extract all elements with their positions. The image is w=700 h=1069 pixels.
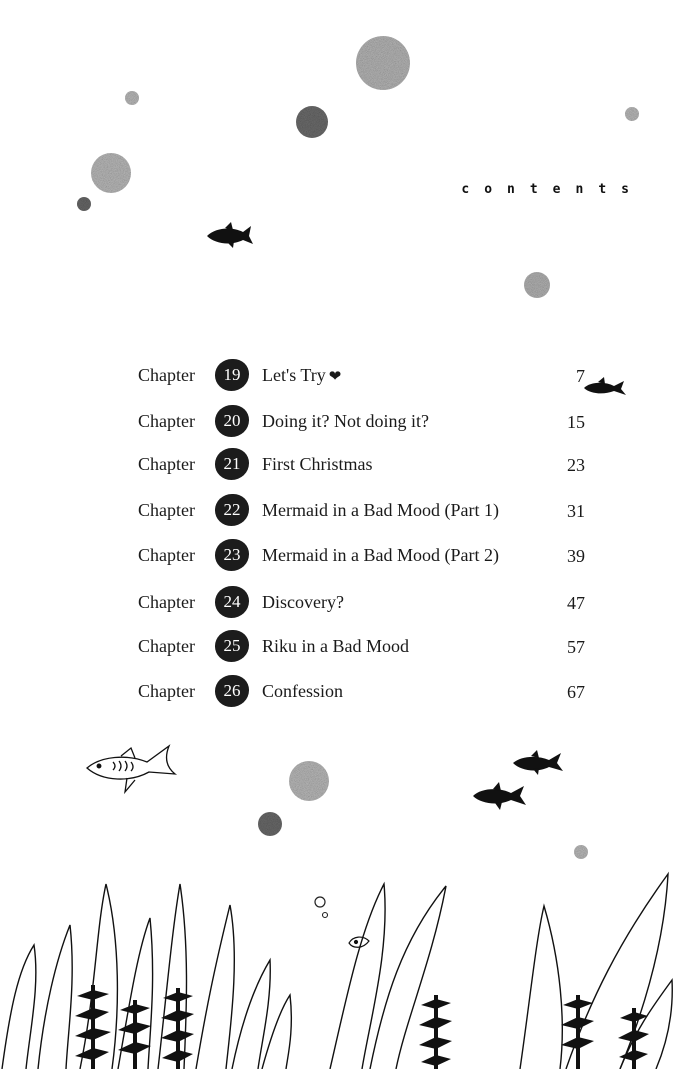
seaweed-icon <box>232 960 270 1069</box>
seaweed-icon <box>520 906 562 1069</box>
seaweed-icon <box>196 905 234 1069</box>
toc-row[interactable] <box>0 539 700 575</box>
chapter-number-badge: 20 <box>215 405 249 437</box>
heart-icon: ❤ <box>328 369 342 385</box>
toc-row[interactable] <box>0 494 700 530</box>
chapter-page-number: 47 <box>567 593 585 613</box>
chapter-page-number: 23 <box>567 455 585 475</box>
chapter-number-badge: 22 <box>215 494 249 526</box>
seaweed-icon <box>2 945 36 1069</box>
chapter-label: Chapter <box>138 592 195 612</box>
seaweed-icon <box>80 884 117 1069</box>
chapter-title: Doing it? Not doing it? <box>262 411 429 431</box>
chapter-label: Chapter <box>138 636 195 656</box>
chapter-label: Chapter <box>138 545 195 565</box>
chapter-page-number: 15 <box>567 412 585 432</box>
chapter-title: Mermaid in a Bad Mood (Part 1) <box>262 500 499 520</box>
seaweed-icon <box>38 925 72 1069</box>
toc-row[interactable] <box>0 586 700 622</box>
chapter-page-number: 7 <box>576 366 585 386</box>
chapter-number-badge: 23 <box>215 539 249 571</box>
chapter-page-number: 57 <box>567 637 585 657</box>
chapter-label: Chapter <box>138 365 195 385</box>
chapter-title: Confession <box>262 681 343 701</box>
chapter-title: Riku in a Bad Mood <box>262 636 409 656</box>
chapter-number-badge: 25 <box>215 630 249 662</box>
seaweed-icon <box>262 995 291 1069</box>
chapter-number-badge: 24 <box>215 586 249 618</box>
seaweed-icon <box>561 995 594 1069</box>
chapter-label: Chapter <box>138 681 195 701</box>
seaweed-icon <box>118 1000 151 1069</box>
seaweed-icon <box>330 884 385 1069</box>
toc-row[interactable] <box>0 448 700 484</box>
chapter-label: Chapter <box>138 500 195 520</box>
chapter-title: Mermaid in a Bad Mood (Part 2) <box>262 545 499 565</box>
toc-row[interactable] <box>0 630 700 666</box>
chapter-page-number: 39 <box>567 546 585 566</box>
chapter-number-badge: 19 <box>215 359 249 391</box>
chapter-label: Chapter <box>138 411 195 431</box>
seaweed-icon <box>618 1008 649 1069</box>
chapter-page-number: 67 <box>567 682 585 702</box>
toc-row[interactable] <box>0 359 700 395</box>
chapter-page-number: 31 <box>567 501 585 521</box>
chapter-label: Chapter <box>138 454 195 474</box>
chapter-number-badge: 21 <box>215 448 249 480</box>
page-title: contents <box>461 182 644 197</box>
seaweed-icon <box>419 995 452 1069</box>
chapter-title: Discovery? <box>262 592 344 612</box>
toc-row[interactable] <box>0 405 700 441</box>
toc-row[interactable] <box>0 675 700 711</box>
seaweed-icon <box>158 884 187 1069</box>
chapter-title: Let's Try ❤ <box>262 365 342 385</box>
chapter-title: First Christmas <box>262 454 373 474</box>
chapter-number-badge: 26 <box>215 675 249 707</box>
seaweed-icon <box>75 985 111 1069</box>
